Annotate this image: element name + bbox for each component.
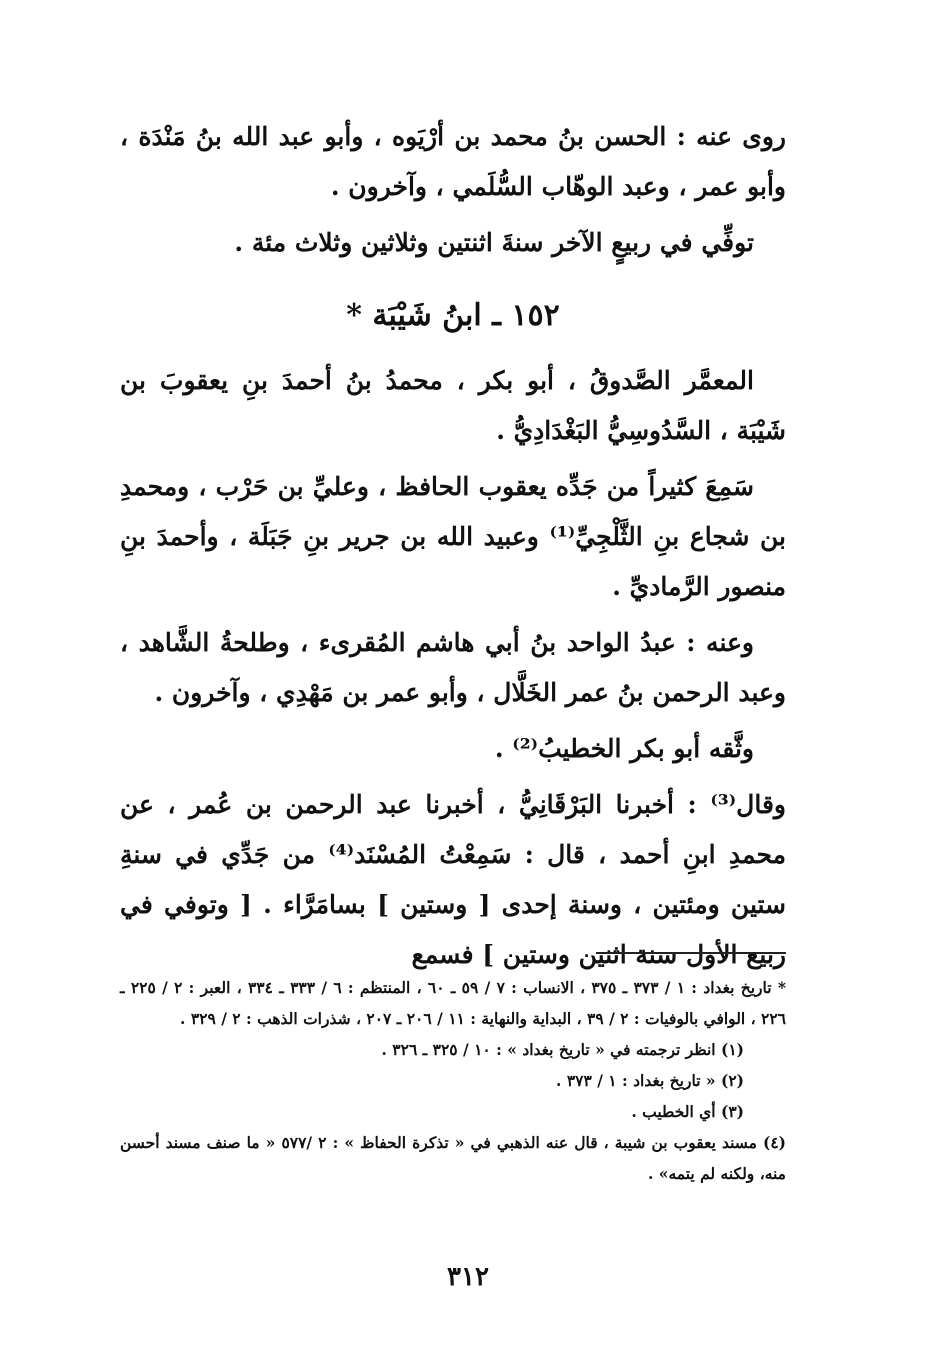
- footnotes: [120, 972, 786, 1189]
- footnote-1: (١) انظر ترجمته في « تاريخ بغداد » : ١٠ / ٣٢٥ ـ ٣٢٦ .: [381, 1040, 744, 1059]
- paragraph-narrators: روى عنه : الحسن بنُ محمد بن أرْيَوه ، وأبو عبد الله بنُ مَنْدَة ، وأبو عمر ، وعبد الوهّاب السُّلَمي ، وآخرون .: [120, 122, 786, 201]
- paragraph-teachers: سَمِعَ كثيراً من جَدِّه يعقوب الحافظ ، وعليِّ بن حَرْب ، ومحمدِ بن شجاع بنِ الثَّلْجِيِّ⁽¹⁾ وعبيد الله بن جرير بنِ جَبَلَة ، وأحمدَ بنِ منصور الرَّماديِّ .: [120, 472, 787, 601]
- paragraph-trust: وثَّقه أبو بكر الخطيبُ⁽²⁾ .: [494, 734, 754, 763]
- main-text: [120, 112, 786, 986]
- footnote-separator: [596, 952, 786, 954]
- footnote-sources: * تاريخ بغداد : ١ / ٣٧٣ ـ ٣٧٥ ، الانساب : ٧ / ٥٩ ـ ٦٠ ، المنتظم : ٦ / ٣٣٣ ـ ٣٣٤ ، العبر : ٢ / ٢٢٥ ـ ٢٢٦ ، الوافي بالوفيات : ٢ / ٣٩ ، البداية والنهاية : ١١ / ٢٠٦ ـ ٢٠٧ ، شذرات الذهب : ٢ / ٣٢٩ .: [120, 978, 786, 1028]
- footnote-3: (٣) أي الخطيب .: [631, 1102, 744, 1121]
- paragraph-death: توفِّي في ربيعٍ الآخر سنةَ اثنتين وثلاثين وثلاث مئة .: [234, 228, 754, 257]
- paragraph-students: وعنه : عبدُ الواحد بنُ أبي هاشم المُقرىء ، وطلحةُ الشَّاهد ، وعبد الرحمن بنُ عمر الخَلَّال ، وأبو عمر بن مَهْدِي ، وآخرون .: [120, 628, 786, 707]
- page-number: ٣١٢: [447, 1262, 489, 1292]
- paragraph-name: المعمَّر الصَّدوقُ ، أبو بكر ، محمدُ بنُ أحمدَ بنِ يعقوبَ بن شَيْبَة ، السَّدُوسِيُّ البَغْدَادِيُّ .: [120, 366, 786, 445]
- entry-heading: ١٥٢ ـ ابنُ شَيْبَة *: [346, 298, 560, 333]
- paragraph-report: وقال⁽³⁾ : أخبرنا البَرْقَانِيُّ ، أخبرنا عبد الرحمن بن عُمر ، عن محمدِ ابنِ أحمد ، قال : سَمِعْتُ المُسْنَد⁽⁴⁾ من جَدِّي في سنةِ ستين ومئتين ، وسنة إحدى [ وستين ] بسامَرَّاء . [ وتوفي في ربيع الأول سنة اثنين وستين ] فسمع: [120, 790, 786, 969]
- footnote-2: (٢) « تاريخ بغداد : ١ / ٣٧٣ .: [556, 1071, 744, 1090]
- footnote-4: (٤) مسند يعقوب بن شيبة ، قال عنه الذهبي في « تذكرة الحفاظ » : ٢ /٥٧٧ « ما صنف مسند أحسن منه، ولكنه لم يتمه» .: [120, 1133, 786, 1183]
